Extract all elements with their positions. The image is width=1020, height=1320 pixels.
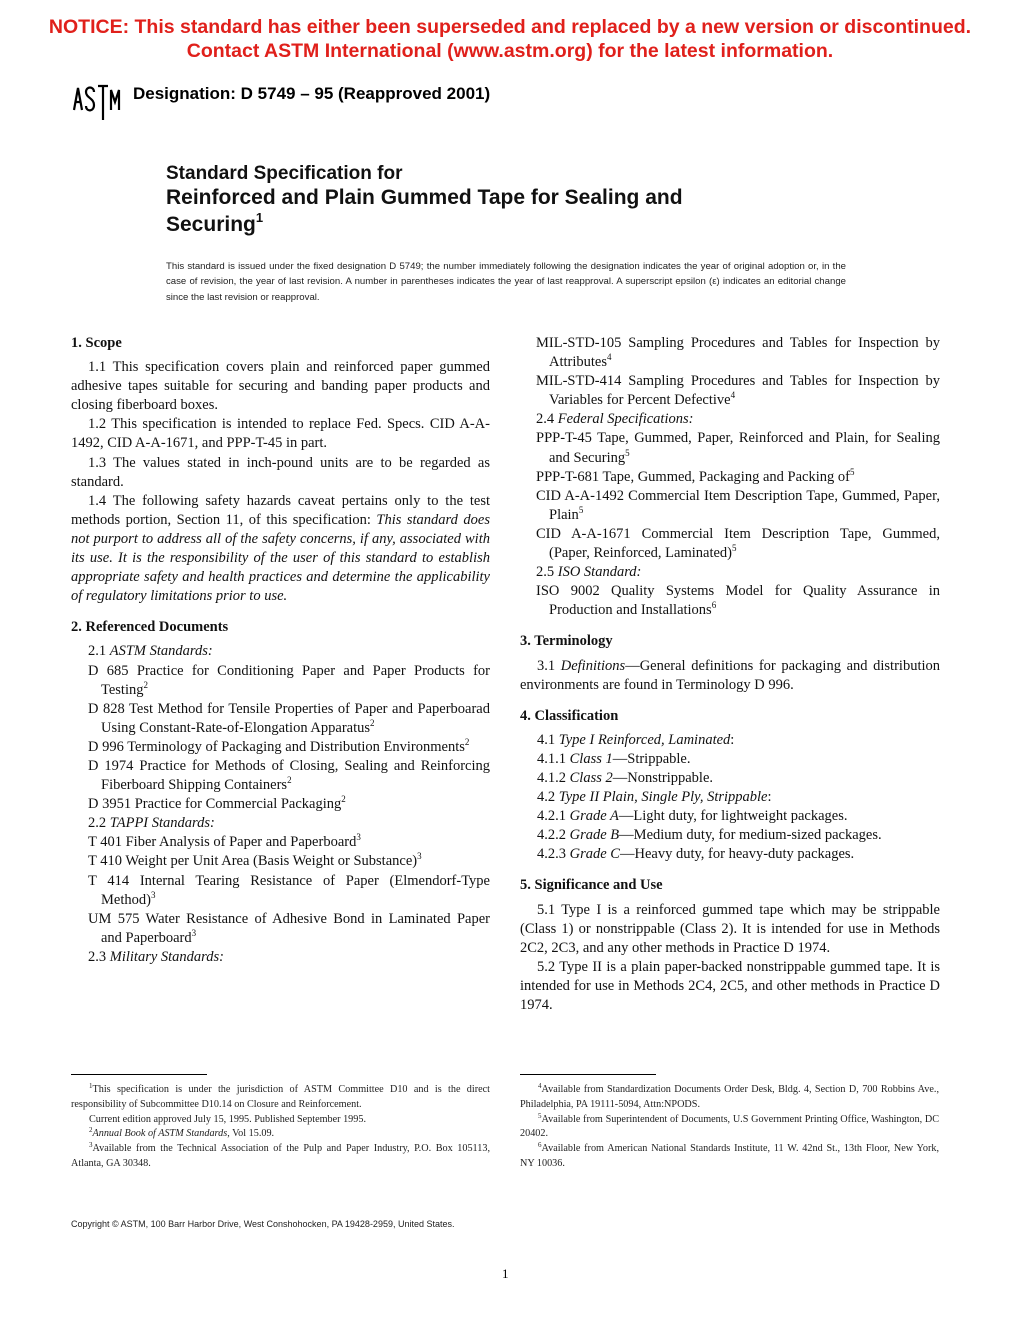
reference-entry [88, 662, 490, 700]
safety-caveat: This standard does not purport to address all of the safety concerns, if any, associated with its use. It is the responsibility of the user of this standard to establish appropriate safety and health practices and determine the applicability of regulatory limitations prior to use. [71, 511, 490, 605]
classification-item [520, 750, 940, 769]
footnote-4-text: Available from Standardization Documents Order Desk, Bldg. 4, Section D, 700 Robbins Ave., Philadelphia, PA 19111-5094, Attn:NPODS. [520, 1084, 939, 1110]
classification-number: 4.2.3 [537, 846, 570, 863]
reference-footnote-ref: 2 [287, 775, 292, 786]
subsection-2-5 [536, 563, 940, 582]
subsection-2-3-number: 2.3 [88, 948, 110, 965]
reference-text: UM 575 Water Resistance of Adhesive Bond in Laminated Paper and Paperboard [88, 910, 490, 946]
paragraph-5-2: 5.2 Type II is a plain paper-backed nonstrippable gummed tape. It is intended for use in Methods 2C4, 2C5, and other methods in Practice D 1974. [520, 958, 940, 1013]
astm-logo-icon [70, 80, 122, 124]
footnote-4-marker: 4 [538, 1082, 542, 1090]
paragraph-5-1: 5.1 Type I is a reinforced gummed tape which may be strippable (Class 1) or nonstrippable (Class 2). It is intended for use in Methods 2C2, 2C3, and any other methods in Practice D 1974. [520, 901, 940, 956]
classification-term: Type I Reinforced, Laminated [558, 731, 731, 748]
reference-text: D 996 Terminology of Packaging and Distribution Environments [88, 738, 465, 755]
reference-text: T 401 Fiber Analysis of Paper and Paperboard [88, 834, 357, 851]
section-heading-classification: 4. Classification [520, 707, 619, 724]
footnote-2-marker: 2 [89, 1126, 93, 1135]
footnote-1 [71, 1083, 490, 1113]
designation: Designation: D 5749 – 95 (Reapproved 2001) [133, 84, 491, 103]
reference-text: CID A-A-1671 Commercial Item Description Tape, Gummed, (Paper, Reinforced, Laminated) [536, 525, 940, 562]
footnotes-left [71, 1083, 490, 1172]
notice-line-1: NOTICE: This standard has either been superseded and replaced by a new version or discontinued. [48, 16, 972, 38]
classification-item [520, 769, 940, 788]
reference-footnote-ref: 4 [730, 390, 736, 401]
subsection-2-2-number: 2.2 [88, 815, 110, 832]
section-heading-referenced-documents: 2. Referenced Documents [71, 619, 229, 636]
reference-entry [88, 795, 490, 814]
reference-text: T 414 Internal Tearing Resistance of Paper (Elmendorf-Type Method) [88, 872, 490, 908]
classification-item [520, 826, 940, 845]
classification-number: 4.1 [537, 731, 559, 748]
footnote-5-marker: 5 [538, 1111, 542, 1120]
right-column [520, 334, 941, 1015]
reference-entry [88, 852, 490, 871]
reference-entry [88, 833, 490, 852]
paragraph-3-1-number: 3.1 [537, 657, 561, 674]
footnote-6-marker: 6 [538, 1141, 542, 1150]
federal-specifications-list [536, 429, 940, 563]
reference-footnote-ref: 3 [191, 927, 197, 938]
classification-text: : [730, 731, 735, 748]
reference-footnote-ref: 5 [732, 543, 737, 554]
reference-entry [88, 757, 490, 795]
footnote-5-text: Available from Superintendent of Documents, U.S Government Printing Office, Washington, DC 20402. [520, 1113, 939, 1140]
reference-footnote-ref: 3 [150, 889, 156, 900]
paragraph-1-4 [71, 492, 490, 607]
copyright: Copyright © ASTM, 100 Barr Harbor Drive, West Conshohocken, PA 19428-2959, United States. [71, 1219, 455, 1229]
footnote-4 [520, 1083, 939, 1113]
title-line-1: Standard Specification for [166, 163, 403, 184]
iso-standards-list [536, 582, 940, 620]
subsection-2-1 [71, 642, 490, 661]
reference-text: D 1974 Practice for Methods of Closing, Sealing and Reinforcing Fiberboard Shipping Containers [88, 757, 490, 794]
classification-number: 4.2.2 [537, 827, 570, 844]
subsection-2-2-label: TAPPI Standards: [109, 815, 215, 832]
classification-item [520, 788, 940, 807]
classification-text: —Heavy duty, for heavy-duty packages. [619, 846, 855, 863]
paragraph-1-4-text: 1.4 The following safety hazards caveat pertains only to the test methods portion, Section 11, of this specification: [71, 492, 490, 528]
subsection-2-4-number: 2.4 [536, 411, 558, 428]
footnote-divider-left [71, 1074, 207, 1075]
classification-text: —Light duty, for lightweight packages. [618, 808, 848, 825]
paragraph-3-1-text: —General definitions for packaging and distribution environments are found in Terminology D 996. [520, 657, 941, 693]
paragraph-1-1: 1.1 This specification covers plain and reinforced paper gummed adhesive tapes suitable for securing and banding paper products and closing fiberboard boxes. [71, 359, 490, 414]
reference-text: D 828 Test Method for Tensile Properties of Paper and Paperboarad Using Constant-Rate-of-Elongation Apparatus [88, 700, 490, 736]
reference-entry [88, 700, 490, 738]
footnotes-right [520, 1083, 939, 1172]
section-heading-significance: 5. Significance and Use [520, 877, 663, 894]
reference-footnote-ref: 5 [578, 504, 584, 515]
issuance-note: This standard is issued under the fixed designation D 5749; the number immediately following the designation indicates the year of original adoption or, in the case of revision, the year of last revision. A number in parentheses indicates the year of last reapproval. A superscript epsilon (ε) indicates an editorial change since the last revision or reapproval. [166, 261, 846, 303]
title-line-3 [166, 210, 263, 237]
military-standards-list [536, 334, 940, 410]
reference-text: ISO 9002 Quality Systems Model for Quality Assurance in Production and Installations [536, 583, 940, 619]
classification-term: Grade C [569, 846, 620, 863]
footnote-3 [71, 1142, 490, 1172]
reference-entry [88, 872, 490, 910]
classification-term: Class 2 [569, 769, 613, 786]
subsection-2-3-label: Military Standards: [109, 948, 225, 965]
footnote-3-text: Available from the Technical Association of the Pulp and Paper Industry, P.O. Box 105113, Atlanta, GA 30348. [71, 1143, 490, 1169]
reference-footnote-ref: 4 [607, 352, 612, 363]
reference-text: PPP-T-681 Tape, Gummed, Packaging and Packing of [536, 468, 850, 485]
footnote-2-text: , Vol 15.09. [227, 1128, 275, 1140]
subsection-2-1-label: ASTM Standards: [109, 643, 213, 660]
subsection-2-3 [71, 948, 490, 967]
footnote-5 [520, 1113, 939, 1143]
classification-number: 4.1.1 [537, 750, 570, 767]
title-line-3-text: Securing [166, 213, 256, 236]
reference-entry [536, 525, 940, 563]
title-line-2: Reinforced and Plain Gummed Tape for Sealing and [166, 186, 683, 209]
paragraph-1-3: 1.3 The values stated in inch-pound units are to be regarded as standard. [71, 454, 490, 490]
footnote-1-marker: 1 [89, 1082, 93, 1090]
classification-text: —Medium duty, for medium-sized packages. [619, 827, 882, 844]
reference-text: D 3951 Practice for Commercial Packaging [88, 796, 342, 813]
tappi-standards-list [71, 833, 490, 948]
footnote-6-text: Available from American National Standards Institute, 11 W. 42nd St., 13th Floor, New York, NY 10036. [520, 1143, 939, 1169]
classification-item [520, 845, 940, 864]
reference-footnote-ref: 6 [711, 600, 717, 611]
reference-footnote-ref: 3 [417, 851, 422, 862]
reference-footnote-ref: 5 [849, 466, 855, 477]
classification-term: Grade B [569, 827, 620, 844]
classification-number: 4.2 [537, 789, 559, 806]
reference-entry [88, 910, 490, 948]
reference-footnote-ref: 3 [356, 832, 361, 843]
page-number: 1 [502, 1266, 509, 1281]
title-footnote-ref: 1 [255, 210, 264, 225]
classification-text: —Nonstrippable. [612, 769, 714, 786]
classification-term: Class 1 [569, 750, 613, 767]
reference-footnote-ref: 2 [143, 679, 148, 690]
subsection-2-4-label: Federal Specifications: [557, 411, 694, 428]
reference-entry [536, 582, 940, 620]
reference-text: T 410 Weight per Unit Area (Basis Weight or Substance) [88, 853, 418, 870]
section-heading-terminology: 3. Terminology [520, 633, 613, 650]
reference-footnote-ref: 2 [341, 794, 346, 805]
reference-entry [536, 487, 940, 525]
reference-text: MIL-STD-105 Sampling Procedures and Tables for Inspection by Attributes [536, 335, 940, 371]
reference-entry [536, 334, 940, 372]
reference-entry [536, 468, 940, 487]
reference-text: MIL-STD-414 Sampling Procedures and Tables for Inspection by Variables for Percent Defective [536, 373, 940, 409]
footnote-1-edition: Current edition approved July 15, 1995. Published September 1995. [89, 1113, 367, 1125]
footnote-2-title: Annual Book of ASTM Standards [92, 1128, 228, 1140]
classification-term: Grade A [569, 808, 619, 825]
subsection-2-4 [536, 410, 940, 429]
subsection-2-2 [71, 814, 490, 833]
footnote-3-marker: 3 [89, 1141, 93, 1150]
paragraph-3-1 [520, 657, 940, 695]
footnote-divider-right [520, 1074, 656, 1075]
classification-item [520, 807, 940, 826]
footnote-2 [71, 1127, 490, 1142]
classification-text: —Strippable. [612, 750, 691, 767]
classification-item [520, 731, 940, 750]
reference-entry [536, 372, 940, 410]
subsection-2-5-number: 2.5 [536, 564, 558, 581]
subsection-2-5-label: ISO Standard: [557, 564, 642, 581]
reference-text: CID A-A-1492 Commercial Item Description Tape, Gummed, Paper, Plain [536, 487, 940, 523]
astm-standards-list [71, 662, 490, 815]
paragraph-1-2: 1.2 This specification is intended to replace Fed. Specs. CID A-A-1492, CID A-A-1671, and PPP-T-45 in part. [71, 416, 490, 452]
section-heading-scope: 1. Scope [71, 335, 122, 351]
reference-text: D 685 Practice for Conditioning Paper and Paper Products for Testing [88, 662, 490, 698]
classification-term: Type II Plain, Single Ply, Strippable [558, 789, 768, 806]
subsection-2-1-number: 2.1 [88, 643, 110, 660]
reference-footnote-ref: 5 [625, 447, 630, 458]
reference-entry [536, 429, 940, 467]
notice-line-2: Contact ASTM International (www.astm.org) for the latest information. [186, 40, 834, 62]
paragraph-3-1-term: Definitions [560, 657, 626, 674]
reference-text: PPP-T-45 Tape, Gummed, Paper, Reinforced and Plain, for Sealing and Securing [536, 430, 940, 466]
left-column [71, 334, 490, 967]
classification-list [520, 731, 940, 865]
footnote-1-text: This specification is under the jurisdiction of ASTM Committee D10 and is the direct responsibility of Subcommittee D10.14 on Closure and Reinforcement. [71, 1084, 490, 1110]
classification-text: : [767, 789, 772, 806]
footnote-6 [520, 1142, 939, 1172]
classification-number: 4.1.2 [537, 769, 570, 786]
reference-entry [88, 738, 490, 757]
reference-footnote-ref: 2 [370, 717, 375, 728]
reference-footnote-ref: 2 [464, 736, 470, 747]
classification-number: 4.2.1 [537, 808, 570, 825]
